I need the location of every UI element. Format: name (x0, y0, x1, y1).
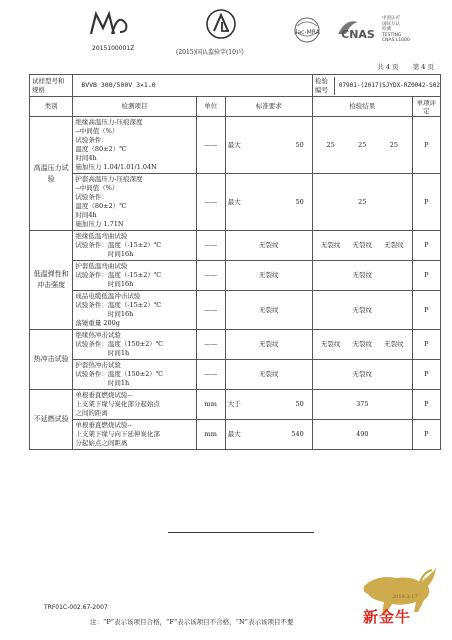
result-values (315, 370, 410, 379)
result-values (315, 271, 410, 280)
cnas-caption-line: TESTING (382, 32, 402, 38)
requirement-prefix: 最大 (227, 140, 241, 149)
result-cell (312, 261, 412, 291)
col-verdict: 单项评定 (412, 97, 440, 117)
table-row (30, 291, 441, 330)
verdict-cell: P (412, 360, 440, 390)
verdict-cell: P (412, 261, 440, 291)
test-item-cell (73, 420, 196, 450)
requirement-content (228, 340, 310, 349)
test-item-line: 试验条件：温度（-15±2）℃ (75, 241, 162, 249)
requirement-value: 50 (295, 140, 304, 149)
verdict-cell: P (412, 330, 440, 360)
requirement-value: 无裂纹 (259, 340, 279, 348)
result-values (315, 241, 410, 250)
result-cell (312, 360, 412, 390)
requirement-cell (225, 117, 312, 174)
test-item-line: 分起始点之间距离 (75, 439, 128, 447)
result-values (315, 400, 410, 409)
requirement-cell (225, 231, 312, 261)
result-value: 25 (358, 140, 367, 149)
cma-logo (88, 10, 130, 40)
test-item-line: 单根垂直燃烧试验-- (75, 391, 132, 399)
result-value: 25 (326, 140, 335, 149)
inspection-value: 07901-(2017)SJYDX-RZ0042-S02 (338, 82, 440, 89)
category-cell: 不延燃试验 (30, 390, 73, 450)
watermark-date: 2019-3-17 (392, 594, 418, 600)
info-row (30, 75, 441, 97)
test-item-line: 时间16h (75, 310, 134, 318)
category-cell: 高温压力试验 (30, 117, 73, 231)
inspection-label: 检验编号 (313, 77, 335, 95)
cnas-caption-line: 国际互认 (382, 21, 400, 27)
result-value: 无裂纹 (384, 340, 404, 348)
requirement-content (228, 271, 310, 280)
result-cell (312, 174, 412, 231)
table-body (30, 75, 441, 450)
result-value: 无裂纹 (320, 340, 341, 348)
cnas-caption-line: 检测 (382, 27, 391, 32)
page-indicator (365, 62, 434, 71)
cma-cert-number: 2015100001Z (92, 45, 135, 52)
result-value: 无裂纹 (352, 340, 373, 348)
requirement-prefix: 最大 (227, 197, 241, 206)
requirement-cell (225, 261, 312, 291)
test-item-cell (73, 360, 196, 390)
footer-note: 注：“P”表示该项目合格，“F”表示该项目不合格，“N”表示该项目不要 (90, 618, 294, 626)
test-item-line: 上支架下缘与炭化部分起始点 (75, 400, 160, 408)
test-item-line: 试验条件：温度（-15±2）℃ (75, 271, 162, 279)
test-item-line: 时间1h (75, 349, 130, 357)
result-value: 375 (356, 400, 369, 408)
table-row (30, 420, 441, 450)
test-item-line: 试验条件： (75, 136, 108, 144)
requirement-prefix: 大于 (227, 400, 241, 408)
requirement-cell (225, 291, 312, 330)
current-page: 第 4 页 (412, 63, 434, 71)
test-item-cell (73, 330, 196, 360)
requirement-cell (225, 360, 312, 390)
cnas-logo-text: CNAS (341, 28, 375, 41)
table-row (30, 174, 441, 231)
requirement-cell (225, 420, 312, 450)
test-results-table (29, 74, 441, 450)
requirement-content (228, 306, 310, 315)
test-item-line: 绝缘高温压力-压痕深度 (75, 118, 143, 126)
requirement-content (228, 198, 310, 207)
requirement-content (228, 141, 310, 150)
test-item-cell (73, 291, 196, 330)
logo-bar (0, 8, 452, 68)
test-item-line: 试验条件： (75, 193, 108, 201)
result-values (315, 340, 410, 349)
result-values (315, 430, 410, 439)
requirement-value: 50 (295, 400, 304, 408)
test-item-line: 护套热冲击试验 (75, 361, 121, 369)
total-pages: 共 4 页 (377, 63, 399, 71)
requirement-content (228, 430, 310, 439)
unit-cell: —— (196, 174, 225, 231)
test-item-line: 施加压力 1.04/1.01/1.04N (75, 163, 157, 171)
test-item-line: 之间的距离 (75, 409, 108, 417)
unit-cell: —— (196, 360, 225, 390)
result-value: 无裂纹 (352, 370, 373, 378)
test-item-line: 上支架下缘与向下延伸炭化部 (75, 430, 160, 438)
requirement-value: 50 (295, 197, 304, 206)
model-value: BVVB 300/500V 3×1.0 (73, 75, 313, 97)
verdict-cell: P (412, 231, 440, 261)
requirement-value: 无裂纹 (259, 305, 279, 314)
result-cell (312, 291, 412, 330)
cnas-caption-line: CNAS L1000 (382, 38, 410, 43)
test-item-cell (73, 231, 196, 261)
test-item-line: 护套低温弯曲试验 (75, 262, 128, 270)
unit-cell: —— (196, 117, 225, 174)
watermark-text: 新金牛 (363, 608, 412, 626)
result-cell (312, 390, 412, 420)
col-item: 检测项目 (73, 97, 196, 117)
result-value: 无裂纹 (320, 241, 341, 249)
test-item-line: 护套高温压力-压痕深度 (75, 175, 143, 183)
requirement-prefix: 最大 (227, 430, 241, 438)
table-row (30, 330, 441, 360)
requirement-value: 540 (291, 430, 304, 438)
result-value: 25 (389, 140, 399, 149)
test-item-line: 试验条件：温度（150±2）℃ (75, 340, 164, 348)
test-item-line: --中间值（%） (75, 184, 119, 192)
result-values (315, 198, 410, 207)
verdict-cell: P (412, 420, 440, 450)
requirement-cell (225, 174, 312, 231)
verdict-cell: P (412, 174, 440, 231)
result-cell (312, 420, 412, 450)
requirement-content (228, 400, 310, 409)
inspection-cell (312, 75, 440, 97)
col-category: 类别 (30, 97, 73, 117)
result-value: 无裂纹 (352, 241, 373, 249)
result-cell (312, 330, 412, 360)
table-row (30, 390, 441, 420)
requirement-value: 无裂纹 (259, 271, 279, 279)
result-value: 无裂纹 (384, 241, 404, 249)
result-value: 25 (358, 197, 367, 206)
unit-cell: —— (196, 291, 225, 330)
test-item-line: 时间16h (75, 280, 134, 288)
verdict-cell: P (412, 390, 440, 420)
test-item-line: 落锤重量 200g (75, 319, 120, 327)
cal-logo (205, 8, 237, 40)
test-item-cell (73, 261, 196, 291)
result-value: 490 (356, 430, 369, 438)
test-item-line: --中间值（%） (75, 127, 119, 135)
test-item-cell (73, 117, 196, 174)
test-item-cell (73, 390, 196, 420)
result-values (315, 141, 410, 150)
test-item-line: 时间4h (75, 154, 97, 162)
test-item-line: 时间16h (75, 250, 134, 258)
ilac-mra-logo (289, 16, 325, 46)
ilac-logo-text: ilac-MRA (294, 29, 320, 36)
unit-cell: —— (196, 231, 225, 261)
requirement-cell (225, 390, 312, 420)
cnas-caption-line: 中国认可 (382, 16, 400, 21)
requirement-content (228, 241, 310, 250)
cal-cert-number: (2015)国认监验字(10)号 (176, 49, 245, 56)
unit-cell: —— (196, 330, 225, 360)
test-item-line: 时间4h (75, 211, 97, 219)
col-requirement: 标准要求 (225, 97, 312, 117)
test-item-line: 施加压力 1.71N (75, 220, 124, 228)
model-label: 试样型号和规格 (30, 75, 73, 97)
table-row (30, 231, 441, 261)
col-result: 检验结果 (312, 97, 412, 117)
test-item-cell (73, 174, 196, 231)
result-values (315, 306, 410, 315)
test-item-line: 绝缘热冲击试验 (75, 331, 121, 339)
requirement-cell (225, 330, 312, 360)
unit-cell: mm (196, 390, 225, 420)
form-code: TRF01C-002.67-2007 (44, 604, 108, 611)
result-value: 无裂纹 (352, 271, 373, 279)
requirement-value: 无裂纹 (259, 370, 279, 378)
unit-cell: mm (196, 420, 225, 450)
result-cell (312, 117, 412, 174)
test-item-line: 试验条件：温度（-15±2）℃ (75, 301, 162, 309)
category-cell: 低温弹性和冲击强度 (30, 231, 73, 330)
test-item-line: 时间1h (75, 379, 130, 387)
table-row (30, 360, 441, 390)
verdict-cell: P (412, 291, 440, 330)
category-cell: 热冲击试验 (30, 330, 73, 390)
result-value: 无裂纹 (352, 305, 373, 314)
column-header-row (30, 97, 441, 117)
requirement-value: 无裂纹 (259, 241, 279, 249)
verdict-cell: P (412, 117, 440, 174)
test-item-line: 单根垂直燃烧试验-- (75, 421, 132, 429)
table-row (30, 261, 441, 291)
test-item-line: 绝缘低温弯曲试验 (75, 232, 128, 240)
end-line (168, 532, 314, 533)
test-item-line: 成品电缆低温冲击试验 (75, 292, 141, 300)
table-row (30, 117, 441, 174)
col-unit: 单位 (196, 97, 225, 117)
requirement-content (228, 370, 310, 379)
cnas-caption (382, 16, 410, 44)
unit-cell: —— (196, 261, 225, 291)
cnas-logo (332, 16, 380, 46)
result-cell (312, 231, 412, 261)
test-item-line: 试验条件：温度（150±2）℃ (75, 370, 164, 378)
test-item-line: 温度（80±2）℃ (75, 145, 127, 153)
test-item-line: 温度（80±2）℃ (75, 202, 127, 210)
